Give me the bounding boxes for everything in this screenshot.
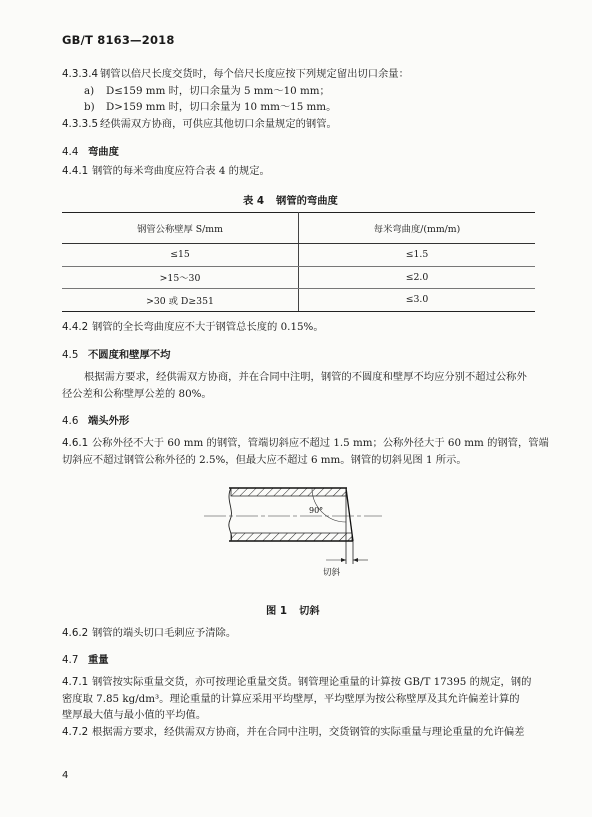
pipe-wall-top xyxy=(229,488,347,496)
list-label: b) xyxy=(84,101,95,113)
clause-4-7-1-line3: 壁厚最大值与最小值的平均值。 xyxy=(62,709,207,721)
page-number: 4 xyxy=(62,770,69,781)
dimension-arrow-left xyxy=(341,558,346,562)
table-cell: ≤1.5 xyxy=(299,244,536,267)
paragraph-4-5-line2: 径公差和公称壁厚公差的 80%。 xyxy=(62,388,212,400)
clause-4-7-1-line1 xyxy=(62,675,531,690)
table-header-row xyxy=(62,213,535,244)
clause-4-4-2 xyxy=(62,320,324,335)
section-heading-4-7 xyxy=(62,651,109,666)
clause-number: 4.7.2 xyxy=(62,726,89,738)
pipe-wall-bottom xyxy=(229,533,353,541)
clause-number: 4.7.1 xyxy=(62,676,89,688)
clause-number: 4.6.1 xyxy=(62,437,89,449)
table-row xyxy=(62,266,535,289)
clause-4-6-1-line1 xyxy=(62,436,549,451)
table-cell: ≤3.0 xyxy=(299,289,536,312)
column-header-wall-thickness: 钢管公称壁厚 S/mm xyxy=(62,213,299,244)
section-title: 不圆度和壁厚不均 xyxy=(88,349,171,361)
table-cell: >30 或 D≥351 xyxy=(62,289,299,312)
clause-text: 钢管的全长弯曲度应不大于钢管总长度的 0.15%。 xyxy=(92,321,324,333)
column-header-bending-per-meter: 每米弯曲度/(mm/m) xyxy=(299,213,536,244)
section-number: 4.5 xyxy=(62,349,79,361)
list-label: a) xyxy=(84,85,95,97)
pipe-cut-figure xyxy=(196,480,396,580)
clause-4-3-3-5 xyxy=(62,117,337,132)
table-caption-number: 表 4 xyxy=(243,195,265,207)
section-number: 4.7 xyxy=(62,654,79,666)
clause-text: 钢管的端头切口毛刺应予清除。 xyxy=(92,627,237,639)
section-title: 弯曲度 xyxy=(88,146,119,158)
section-title: 重量 xyxy=(88,654,109,666)
figure-1-caption xyxy=(266,602,320,617)
dimension-arrow-right xyxy=(353,558,358,562)
clause-4-7-1-line2: 密度取 7.85 kg/dm³。理论重量的计算应采用平均壁厚，平均壁厚为按公称壁厚及其允许偏差计算的 xyxy=(62,693,520,705)
table-cell: >15～30 xyxy=(62,266,299,289)
clause-number: 4.6.2 xyxy=(62,627,89,639)
figure-caption-number: 图 1 xyxy=(266,605,288,617)
section-heading-4-6 xyxy=(62,412,129,427)
clause-number: 4.3.3.5 xyxy=(62,118,99,130)
section-number: 4.6 xyxy=(62,415,79,427)
clause-number: 4.3.3.4 xyxy=(62,68,99,80)
clause-4-6-2 xyxy=(62,626,236,641)
angle-label: 90° xyxy=(309,506,324,515)
clause-4-6-1-line2: 切斜应不超过钢管公称外径的 2.5%，但最大应不超过 6 mm。钢管的切斜见图 1 所示。 xyxy=(62,454,467,466)
table-row xyxy=(62,244,535,267)
clause-text: 根据需方要求，经供需双方协商，并在合同中注明，交货钢管的实际重量与理论重量的允许偏差 xyxy=(92,726,525,738)
list-item-a xyxy=(84,84,330,99)
clause-number: 4.4.1 xyxy=(62,165,89,177)
clause-text: 钢管以倍尺长度交货时，每个倍尺长度应按下列规定留出切口余量： xyxy=(100,68,409,80)
table-row xyxy=(62,289,535,312)
clause-4-7-2 xyxy=(62,725,524,740)
standard-number: GB/T 8163—2018 xyxy=(62,33,175,47)
bending-table xyxy=(62,212,535,312)
table-cell: ≤15 xyxy=(62,244,299,267)
clause-4-4-1 xyxy=(62,164,270,179)
list-text: D≤159 mm 时，切口余量为 5 mm～10 mm； xyxy=(106,85,330,97)
paragraph-4-5-line1: 根据需方要求，经供需双方协商，并在合同中注明，钢管的不圆度和壁厚不均应分别不超过公称外 xyxy=(84,371,527,383)
table-cell: ≤2.0 xyxy=(299,266,536,289)
section-title: 端头外形 xyxy=(88,415,130,427)
list-item-b xyxy=(84,100,336,115)
cut-label: 切斜 xyxy=(323,568,341,578)
section-number: 4.4 xyxy=(62,146,79,158)
figure-caption-title: 切斜 xyxy=(299,605,320,617)
clause-text: 钢管的每米弯曲度应符合表 4 的规定。 xyxy=(92,165,270,177)
clause-text: 钢管按实际重量交货，亦可按理论重量交货。钢管理论重量的计算按 GB/T 17395 的规定，钢的 xyxy=(92,676,532,688)
clause-text: 经供需双方协商，可供应其他切口余量规定的钢管。 xyxy=(100,118,337,130)
section-heading-4-5 xyxy=(62,346,170,361)
clause-number: 4.4.2 xyxy=(62,321,89,333)
table-caption-title: 钢管的弯曲度 xyxy=(276,195,338,207)
clause-4-3-3-4 xyxy=(62,67,409,82)
section-heading-4-4 xyxy=(62,143,119,158)
clause-text: 公称外径不大于 60 mm 的钢管，管端切斜应不超过 1.5 mm；公称外径大于 60 mm 的钢管，管端 xyxy=(92,437,549,449)
table-4-caption xyxy=(243,192,338,207)
list-text: D>159 mm 时，切口余量为 10 mm～15 mm。 xyxy=(106,101,337,113)
